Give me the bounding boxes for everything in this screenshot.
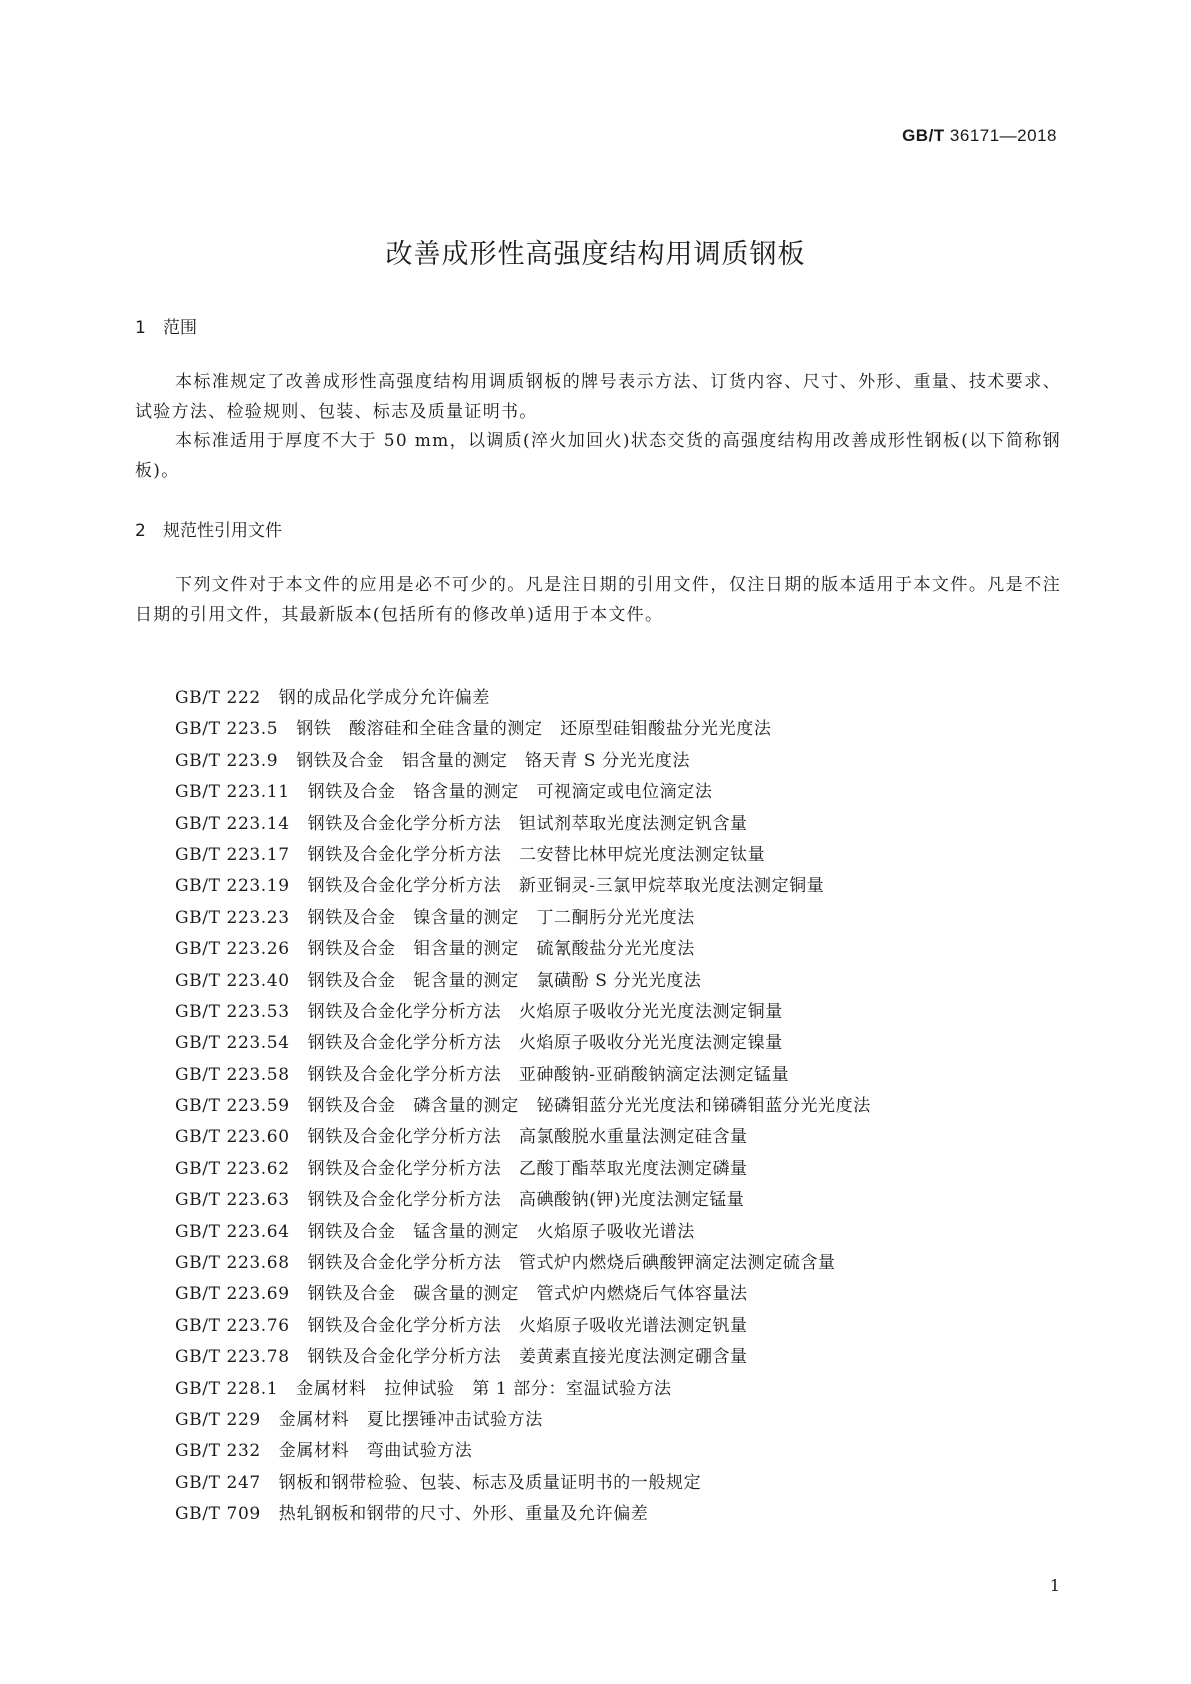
standard-code: [902, 126, 1057, 146]
reference-code: GB/T 223.63: [175, 1190, 290, 1211]
reference-code: GB/T 223.40: [175, 970, 290, 991]
section-1-paragraph-1: 本标准规定了改善成形性高强度结构用调质钢板的牌号表示方法、订货内容、尺寸、外形、重量、技术要求、试验方法、检验规则、包装、标志及质量证明书。: [135, 372, 1061, 422]
reference-item: [175, 903, 871, 934]
reference-code: GB/T 223.17: [175, 844, 290, 865]
reference-code: GB/T 709: [175, 1504, 261, 1525]
reference-title: 钢铁及合金化学分析方法 姜黄素直接光度法测定硼含量: [307, 1347, 748, 1368]
reference-title: 钢铁及合金化学分析方法 亚砷酸钠-亚硝酸钠滴定法测定锰量: [307, 1064, 790, 1085]
reference-title: 钢铁及合金化学分析方法 管式炉内燃烧后碘酸钾滴定法测定硫含量: [307, 1253, 836, 1274]
reference-title: 钢铁及合金化学分析方法 二安替比林甲烷光度法测定钛量: [307, 844, 766, 865]
section-1-heading: [135, 313, 197, 338]
reference-code: GB/T 223.11: [175, 782, 290, 803]
reference-item: [175, 714, 871, 745]
reference-item: [175, 1468, 871, 1499]
reference-item: [175, 871, 871, 902]
section-2-paragraph-1: 下列文件对于本文件的应用是必不可少的。凡是注日期的引用文件，仅注日期的版本适用于本文件。凡是不注日期的引用文件，其最新版本(包括所有的修改单)适用于本文件。: [135, 575, 1061, 625]
reference-title: 金属材料 夏比摆锤冲击试验方法: [278, 1409, 543, 1430]
reference-code: GB/T 223.19: [175, 876, 290, 897]
section-number: 2: [135, 521, 146, 541]
reference-title: 钢板和钢带检验、包装、标志及质量证明书的一般规定: [278, 1472, 702, 1493]
section-title: 规范性引用文件: [163, 521, 282, 541]
reference-code: GB/T 223.26: [175, 939, 290, 960]
reference-list: [175, 683, 871, 1531]
reference-code: GB/T 223.14: [175, 813, 290, 834]
reference-item: [175, 1217, 871, 1248]
reference-item: [175, 1405, 871, 1436]
reference-item: [175, 1154, 871, 1185]
reference-code: GB/T 222: [175, 688, 261, 708]
reference-title: 钢铁及合金化学分析方法 火焰原子吸收分光光度法测定镍量: [307, 1033, 783, 1054]
reference-title: 钢铁及合金 铬含量的测定 可视滴定或电位滴定法: [307, 782, 713, 803]
reference-code: GB/T 223.5: [175, 719, 279, 740]
reference-title: 钢铁及合金化学分析方法 钽试剂萃取光度法测定钒含量: [307, 813, 748, 834]
reference-item: [175, 683, 871, 714]
reference-code: GB/T 228.1: [175, 1378, 279, 1399]
reference-code: GB/T 223.60: [175, 1127, 290, 1148]
reference-item: [175, 1028, 871, 1059]
reference-item: [175, 840, 871, 871]
reference-item: [175, 809, 871, 840]
reference-code: GB/T 223.78: [175, 1347, 290, 1368]
standard-number: 36171—2018: [949, 126, 1057, 145]
reference-title: 钢铁及合金 磷含量的测定 铋磷钼蓝分光光度法和锑磷钼蓝分光光度法: [307, 1096, 871, 1117]
reference-title: 钢铁及合金 铌含量的测定 氯磺酚 S 分光光度法: [307, 970, 702, 991]
reference-title: 金属材料 弯曲试验方法: [278, 1441, 473, 1462]
reference-title: 钢铁及合金化学分析方法 火焰原子吸收分光光度法测定铜量: [307, 1001, 783, 1022]
standard-prefix: GB/T: [902, 126, 945, 145]
section-2-heading: [135, 516, 282, 541]
reference-item: [175, 1091, 871, 1122]
reference-title: 钢的成品化学成分允许偏差: [278, 688, 490, 708]
reference-title: 钢铁及合金化学分析方法 新亚铜灵-三氯甲烷萃取光度法测定铜量: [307, 876, 825, 897]
section-1-paragraph-2: 本标准适用于厚度不大于 50 mm，以调质(淬火加回火)状态交货的高强度结构用改善成形性钢板(以下简称钢板)。: [135, 431, 1061, 481]
reference-item: [175, 777, 871, 808]
reference-item: [175, 1248, 871, 1279]
reference-item: [175, 997, 871, 1028]
document-title: 改善成形性高强度结构用调质钢板: [385, 239, 806, 270]
reference-item: [175, 934, 871, 965]
reference-item: [175, 1060, 871, 1091]
reference-code: GB/T 223.59: [175, 1096, 290, 1117]
reference-title: 钢铁及合金 钼含量的测定 硫氰酸盐分光光度法: [307, 939, 695, 960]
reference-title: 钢铁及合金 锰含量的测定 火焰原子吸收光谱法: [307, 1221, 695, 1242]
reference-code: GB/T 223.54: [175, 1033, 290, 1054]
page-number: 1: [1049, 1576, 1060, 1595]
reference-title: 钢铁及合金化学分析方法 火焰原子吸收光谱法测定钒量: [307, 1315, 748, 1336]
section-number: 1: [135, 318, 146, 338]
reference-code: GB/T 223.9: [175, 750, 279, 771]
reference-title: 热轧钢板和钢带的尺寸、外形、重量及允许偏差: [278, 1504, 649, 1525]
reference-item: [175, 1436, 871, 1467]
reference-title: 钢铁及合金化学分析方法 高碘酸钠(钾)光度法测定锰量: [307, 1190, 745, 1211]
reference-code: GB/T 223.68: [175, 1253, 290, 1274]
reference-title: 钢铁及合金化学分析方法 高氯酸脱水重量法测定硅含量: [307, 1127, 748, 1148]
reference-title: 金属材料 拉伸试验 第 1 部分：室温试验方法: [296, 1378, 672, 1399]
reference-code: GB/T 223.58: [175, 1064, 290, 1085]
reference-item: [175, 1311, 871, 1342]
reference-code: GB/T 223.62: [175, 1158, 290, 1179]
reference-code: GB/T 229: [175, 1409, 261, 1430]
reference-title: 钢铁 酸溶硅和全硅含量的测定 还原型硅钼酸盐分光光度法: [296, 719, 772, 740]
reference-item: [175, 1374, 871, 1405]
reference-item: [175, 966, 871, 997]
reference-item: [175, 1122, 871, 1153]
reference-title: 钢铁及合金化学分析方法 乙酸丁酯萃取光度法测定磷量: [307, 1158, 748, 1179]
reference-title: 钢铁及合金 镍含量的测定 丁二酮肟分光光度法: [307, 907, 695, 928]
reference-code: GB/T 223.53: [175, 1001, 290, 1022]
reference-title: 钢铁及合金 铝含量的测定 铬天青 S 分光光度法: [296, 750, 691, 771]
reference-code: GB/T 223.69: [175, 1284, 290, 1305]
reference-item: [175, 1499, 871, 1530]
reference-code: GB/T 232: [175, 1441, 261, 1462]
reference-title: 钢铁及合金 碳含量的测定 管式炉内燃烧后气体容量法: [307, 1284, 748, 1305]
reference-item: [175, 1279, 871, 1310]
reference-code: GB/T 223.64: [175, 1221, 290, 1242]
reference-item: [175, 746, 871, 777]
reference-code: GB/T 223.76: [175, 1315, 290, 1336]
section-title: 范围: [163, 318, 197, 338]
reference-item: [175, 1185, 871, 1216]
reference-code: GB/T 223.23: [175, 907, 290, 928]
reference-code: GB/T 247: [175, 1472, 261, 1493]
reference-item: [175, 1342, 871, 1373]
